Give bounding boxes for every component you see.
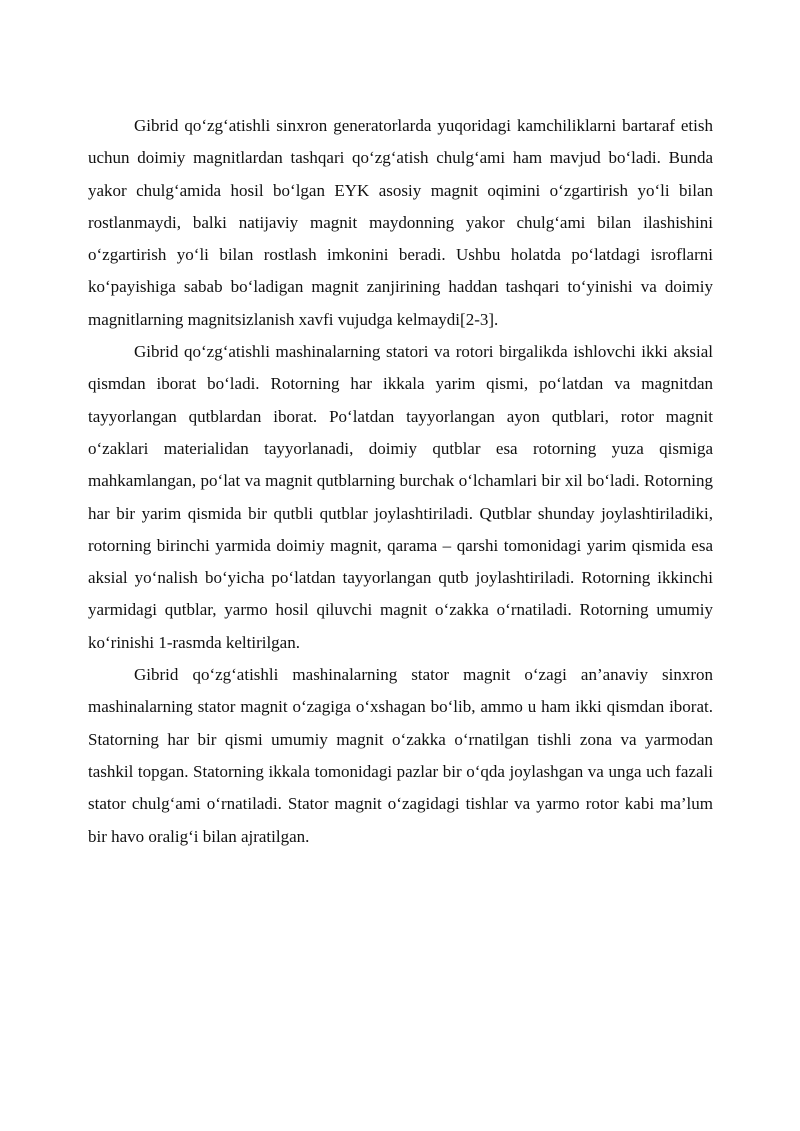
paragraph-3: Gibrid qo‘zg‘atishli mashinalarning stator magnit o‘zagi an’anaviy sinxron mashinalarning stator magnit o‘zagiga o‘xshagan bo‘lib, ammo u ham ikki qismdan iborat. Statorning har bir qismi umumiy magnit o‘zakka o‘rnatilgan tishli zona va yarmodan tashkil topgan. Statorning ikkala tomonidagi pazlar bir o‘qda joylashgan va unga uch fazali stator chulg‘ami o‘rnatiladi. Stator magnit o‘zagidagi tishlar va yarmo rotor kabi ma’lum bir havo oralig‘i bilan ajratilgan.	[88, 665, 713, 846]
document-page	[88, 110, 713, 853]
paragraph-1: Gibrid qo‘zg‘atishli sinxron generatorlarda yuqoridagi kamchiliklarni bartaraf etish uchun doimiy magnitlardan tashqari qo‘zg‘atish chulg‘ami ham mavjud bo‘ladi. Bunda yakor chulg‘amida hosil bo‘lgan EYK asosiy magnit oqimini o‘zgartirish yo‘li bilan rostlanmaydi, balki natijaviy magnit maydonning yakor chulg‘ami bilan ilashishini o‘zgartirish yo‘li bilan rostlash imkonini beradi. Ushbu holatda po‘latdagi isroflarni ko‘payishiga sabab bo‘ladigan magnit zanjirining haddan tashqari to‘yinishi va doimiy magnitlarning magnitsizlanish xavfi vujudga kelmaydi[2-3].	[88, 116, 713, 329]
paragraph-2: Gibrid qo‘zg‘atishli mashinalarning statori va rotori birgalikda ishlovchi ikki aksial qismdan iborat bo‘ladi. Rotorning har ikkala yarim qismi, po‘latdan va magnitdan tayyorlangan qutblardan iborat. Po‘latdan tayyorlangan ayon qutblari, rotor magnit o‘zaklari materialidan tayyorlanadi, doimiy qutblar esa rotorning yuza qismiga mahkamlangan, po‘lat va magnit qutblarning burchak o‘lchamlari bir xil bo‘ladi. Rotorning har bir yarim qismida bir qutbli qutblar joylashtiriladi. Qutblar shunday joylashtiriladiki, rotorning birinchi yarmida doimiy magnit, qarama – qarshi tomonidagi yarim qismida esa aksial yo‘nalish bo‘yicha po‘latdan tayyorlangan qutb joylashtiriladi. Rotorning ikkinchi yarmidagi qutblar, yarmo hosil qiluvchi magnit o‘zakka o‘rnatiladi. Rotorning umumiy ko‘rinishi 1-rasmda keltirilgan.	[88, 342, 713, 652]
